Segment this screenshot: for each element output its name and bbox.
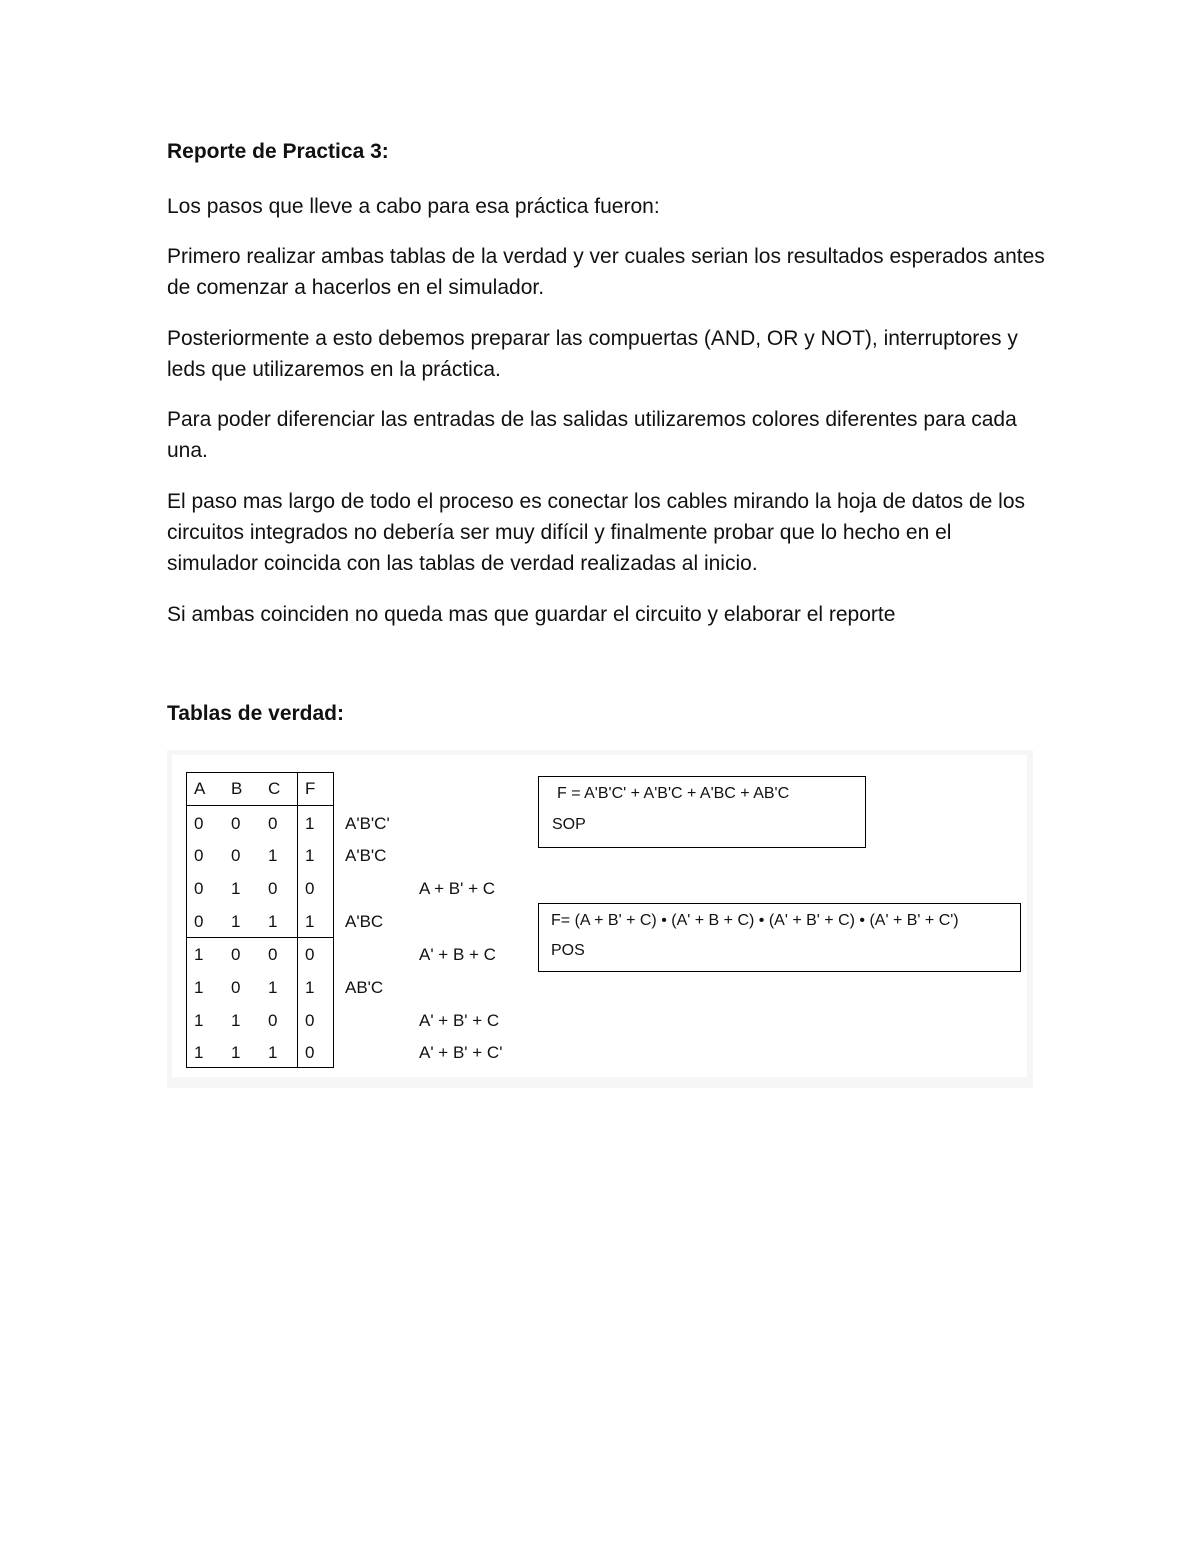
table-cell: 1	[194, 945, 204, 964]
sop-label: SOP	[552, 816, 586, 833]
paragraph-3: Posteriormente a esto debemos preparar las compuertas (AND, OR y NOT), interruptores y leds que utilizaremos en la práctica.	[167, 327, 1018, 381]
header-c: C	[268, 779, 281, 798]
minterm-label: A'BC	[345, 912, 384, 931]
paragraph-5: El paso mas largo de todo el proceso es conectar los cables mirando la hoja de datos de los circuitos integrados no debería ser muy difícil y finalmente probar que lo hecho en el simulador coincida con las tablas de verdad realizadas al inicio.	[167, 490, 1026, 575]
table-cell: 1	[231, 1011, 241, 1030]
paragraph-4: Para poder diferenciar las entradas de las salidas utilizaremos colores diferentes para cada una.	[167, 408, 1017, 462]
minterm-label: AB'C	[345, 978, 384, 997]
maxterm-label: A' + B + C	[419, 945, 496, 964]
table-cell: 0	[268, 945, 278, 964]
table-cell: 0	[231, 814, 241, 833]
table-cell: 1	[194, 978, 204, 997]
table-cell: 0	[305, 1011, 315, 1030]
sop-expression: F = A'B'C' + A'B'C + A'BC + AB'C	[557, 785, 790, 802]
table-cell: 0	[305, 945, 315, 964]
maxterm-label: A + B' + C	[419, 879, 496, 898]
table-cell: 0	[268, 814, 278, 833]
table-cell: 0	[268, 879, 278, 898]
report-title: Reporte de Practica 3:	[167, 140, 389, 163]
truth-table-figure-canvas	[172, 755, 1027, 1077]
table-cell: 0	[231, 978, 241, 997]
table-mid-border	[186, 937, 334, 938]
sop-box	[538, 776, 866, 848]
table-cell: 1	[268, 912, 278, 931]
header-a: A	[194, 779, 206, 798]
paragraph-6: Si ambas coinciden no queda mas que guardar el circuito y elaborar el reporte	[167, 603, 896, 626]
table-right-border	[333, 772, 334, 1068]
table-cell: 1	[231, 912, 241, 931]
table-cell: 1	[194, 1043, 204, 1062]
table-cell: 1	[231, 879, 241, 898]
table-cell: 1	[268, 846, 278, 865]
table-cell: 1	[268, 978, 278, 997]
pos-box	[538, 903, 1021, 972]
table-header-border	[186, 805, 334, 806]
truth-tables-heading: Tablas de verdad:	[167, 702, 345, 725]
table-cell: 0	[194, 814, 204, 833]
truth-table-figure	[167, 750, 1033, 1088]
table-cell: 1	[305, 846, 315, 865]
table-cell: 0	[305, 1043, 315, 1062]
paragraph-1: Los pasos que lleve a cabo para esa práctica fueron:	[167, 195, 660, 218]
table-cell: 0	[194, 846, 204, 865]
table-output-separator	[297, 772, 298, 1068]
table-top-border	[186, 772, 334, 773]
header-f: F	[305, 779, 316, 798]
table-cell: 1	[268, 1043, 278, 1062]
maxterm-label: A' + B' + C'	[419, 1043, 503, 1062]
table-cell: 1	[305, 814, 315, 833]
header-b: B	[231, 779, 243, 798]
table-cell: 0	[305, 879, 315, 898]
table-cell: 1	[194, 1011, 204, 1030]
table-cell: 1	[305, 912, 315, 931]
maxterm-label: A' + B' + C	[419, 1011, 500, 1030]
table-bottom-border	[186, 1067, 334, 1068]
table-cell: 1	[305, 978, 315, 997]
table-left-border	[186, 772, 187, 1068]
table-cell: 1	[231, 1043, 241, 1062]
table-cell: 0	[194, 912, 204, 931]
table-cell: 0	[231, 846, 241, 865]
minterm-label: A'B'C	[345, 846, 387, 865]
paragraph-2: Primero realizar ambas tablas de la verdad y ver cuales serian los resultados esperados antes de comenzar a hacerlos en el simulador.	[167, 245, 1045, 299]
table-cell: 0	[231, 945, 241, 964]
pos-expression: F= (A + B' + C) • (A' + B + C) • (A' + B' + C) • (A' + B' + C')	[551, 912, 959, 929]
table-cell: 0	[268, 1011, 278, 1030]
minterm-label: A'B'C'	[345, 814, 390, 833]
table-cell: 0	[194, 879, 204, 898]
pos-label: POS	[551, 942, 585, 959]
